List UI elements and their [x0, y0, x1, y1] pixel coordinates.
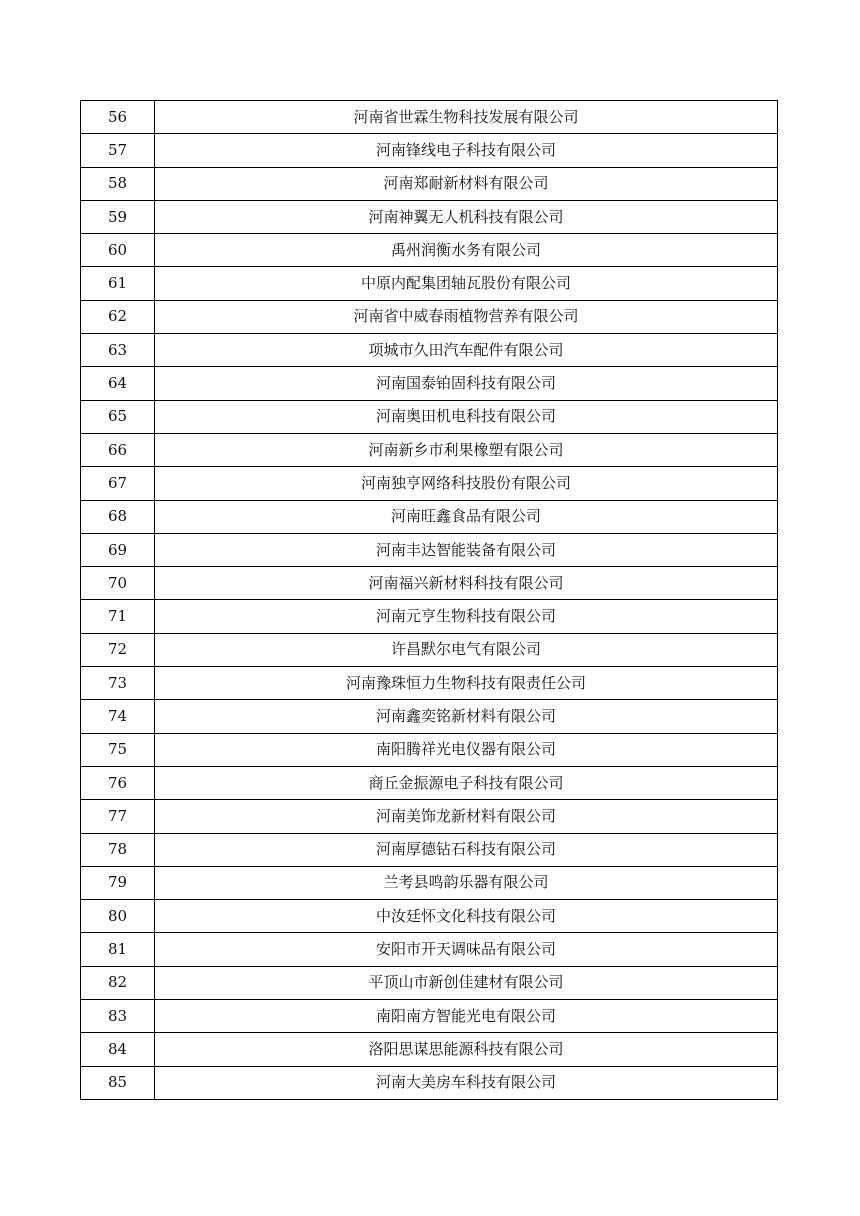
table-row [81, 134, 778, 167]
table-row [81, 167, 778, 200]
row-number: 62 [81, 300, 155, 333]
row-number: 60 [81, 234, 155, 267]
table-row [81, 467, 778, 500]
row-number: 75 [81, 733, 155, 766]
company-name: 河南美饰龙新材料有限公司 [155, 800, 778, 833]
row-number: 59 [81, 200, 155, 233]
table-row [81, 267, 778, 300]
company-name: 河南厚德钻石科技有限公司 [155, 833, 778, 866]
row-number: 77 [81, 800, 155, 833]
row-number: 76 [81, 766, 155, 799]
company-name: 河南新乡市利果橡塑有限公司 [155, 433, 778, 466]
table-row [81, 933, 778, 966]
company-name: 河南元亨生物科技有限公司 [155, 600, 778, 633]
row-number: 69 [81, 533, 155, 566]
row-number: 85 [81, 1066, 155, 1099]
company-list-table [80, 100, 778, 1100]
table-row [81, 766, 778, 799]
company-name: 安阳市开天调味品有限公司 [155, 933, 778, 966]
company-name: 禹州润衡水务有限公司 [155, 234, 778, 267]
row-number: 66 [81, 433, 155, 466]
row-number: 63 [81, 334, 155, 367]
company-name: 商丘金振源电子科技有限公司 [155, 766, 778, 799]
row-number: 70 [81, 567, 155, 600]
company-name: 项城市久田汽车配件有限公司 [155, 334, 778, 367]
company-name: 河南旺鑫食品有限公司 [155, 500, 778, 533]
table-row [81, 800, 778, 833]
company-name: 河南独亨网络科技股份有限公司 [155, 467, 778, 500]
table-row [81, 966, 778, 999]
row-number: 78 [81, 833, 155, 866]
table-row [81, 533, 778, 566]
table-row [81, 200, 778, 233]
row-number: 73 [81, 667, 155, 700]
row-number: 65 [81, 400, 155, 433]
table-row [81, 1033, 778, 1066]
table-row [81, 367, 778, 400]
company-name: 河南福兴新材料科技有限公司 [155, 567, 778, 600]
table-body [81, 101, 778, 1100]
row-number: 74 [81, 700, 155, 733]
row-number: 67 [81, 467, 155, 500]
table-row [81, 833, 778, 866]
table-row [81, 300, 778, 333]
table-row [81, 600, 778, 633]
company-name: 洛阳思谋思能源科技有限公司 [155, 1033, 778, 1066]
row-number: 71 [81, 600, 155, 633]
table-row [81, 900, 778, 933]
row-number: 61 [81, 267, 155, 300]
company-name: 中原内配集团轴瓦股份有限公司 [155, 267, 778, 300]
company-name: 河南神翼无人机科技有限公司 [155, 200, 778, 233]
company-name: 河南郑耐新材料有限公司 [155, 167, 778, 200]
table-row [81, 700, 778, 733]
table-row [81, 1066, 778, 1099]
row-number: 80 [81, 900, 155, 933]
row-number: 83 [81, 1000, 155, 1033]
company-name: 河南锋线电子科技有限公司 [155, 134, 778, 167]
row-number: 68 [81, 500, 155, 533]
company-name: 中汝廷怀文化科技有限公司 [155, 900, 778, 933]
row-number: 56 [81, 101, 155, 134]
row-number: 79 [81, 866, 155, 899]
row-number: 72 [81, 633, 155, 666]
row-number: 58 [81, 167, 155, 200]
table-row [81, 633, 778, 666]
table-row [81, 334, 778, 367]
row-number: 81 [81, 933, 155, 966]
company-name: 河南丰达智能装备有限公司 [155, 533, 778, 566]
row-number: 82 [81, 966, 155, 999]
table-row [81, 101, 778, 134]
table-row [81, 866, 778, 899]
table-row [81, 1000, 778, 1033]
company-name: 河南省中威春雨植物营养有限公司 [155, 300, 778, 333]
table-row [81, 733, 778, 766]
company-name: 河南大美房车科技有限公司 [155, 1066, 778, 1099]
company-name: 河南省世霖生物科技发展有限公司 [155, 101, 778, 134]
company-name: 兰考县鸣韵乐器有限公司 [155, 866, 778, 899]
company-name: 平顶山市新创佳建材有限公司 [155, 966, 778, 999]
row-number: 57 [81, 134, 155, 167]
company-name: 河南豫珠恒力生物科技有限责任公司 [155, 667, 778, 700]
table-row [81, 433, 778, 466]
company-name: 南阳南方智能光电有限公司 [155, 1000, 778, 1033]
table-row [81, 667, 778, 700]
company-name: 河南奥田机电科技有限公司 [155, 400, 778, 433]
company-name: 河南国泰铂固科技有限公司 [155, 367, 778, 400]
row-number: 84 [81, 1033, 155, 1066]
row-number: 64 [81, 367, 155, 400]
table-row [81, 234, 778, 267]
table-row [81, 567, 778, 600]
table-row [81, 400, 778, 433]
company-name: 许昌默尔电气有限公司 [155, 633, 778, 666]
company-name: 河南鑫奕铭新材料有限公司 [155, 700, 778, 733]
company-name: 南阳腾祥光电仪器有限公司 [155, 733, 778, 766]
table-row [81, 500, 778, 533]
